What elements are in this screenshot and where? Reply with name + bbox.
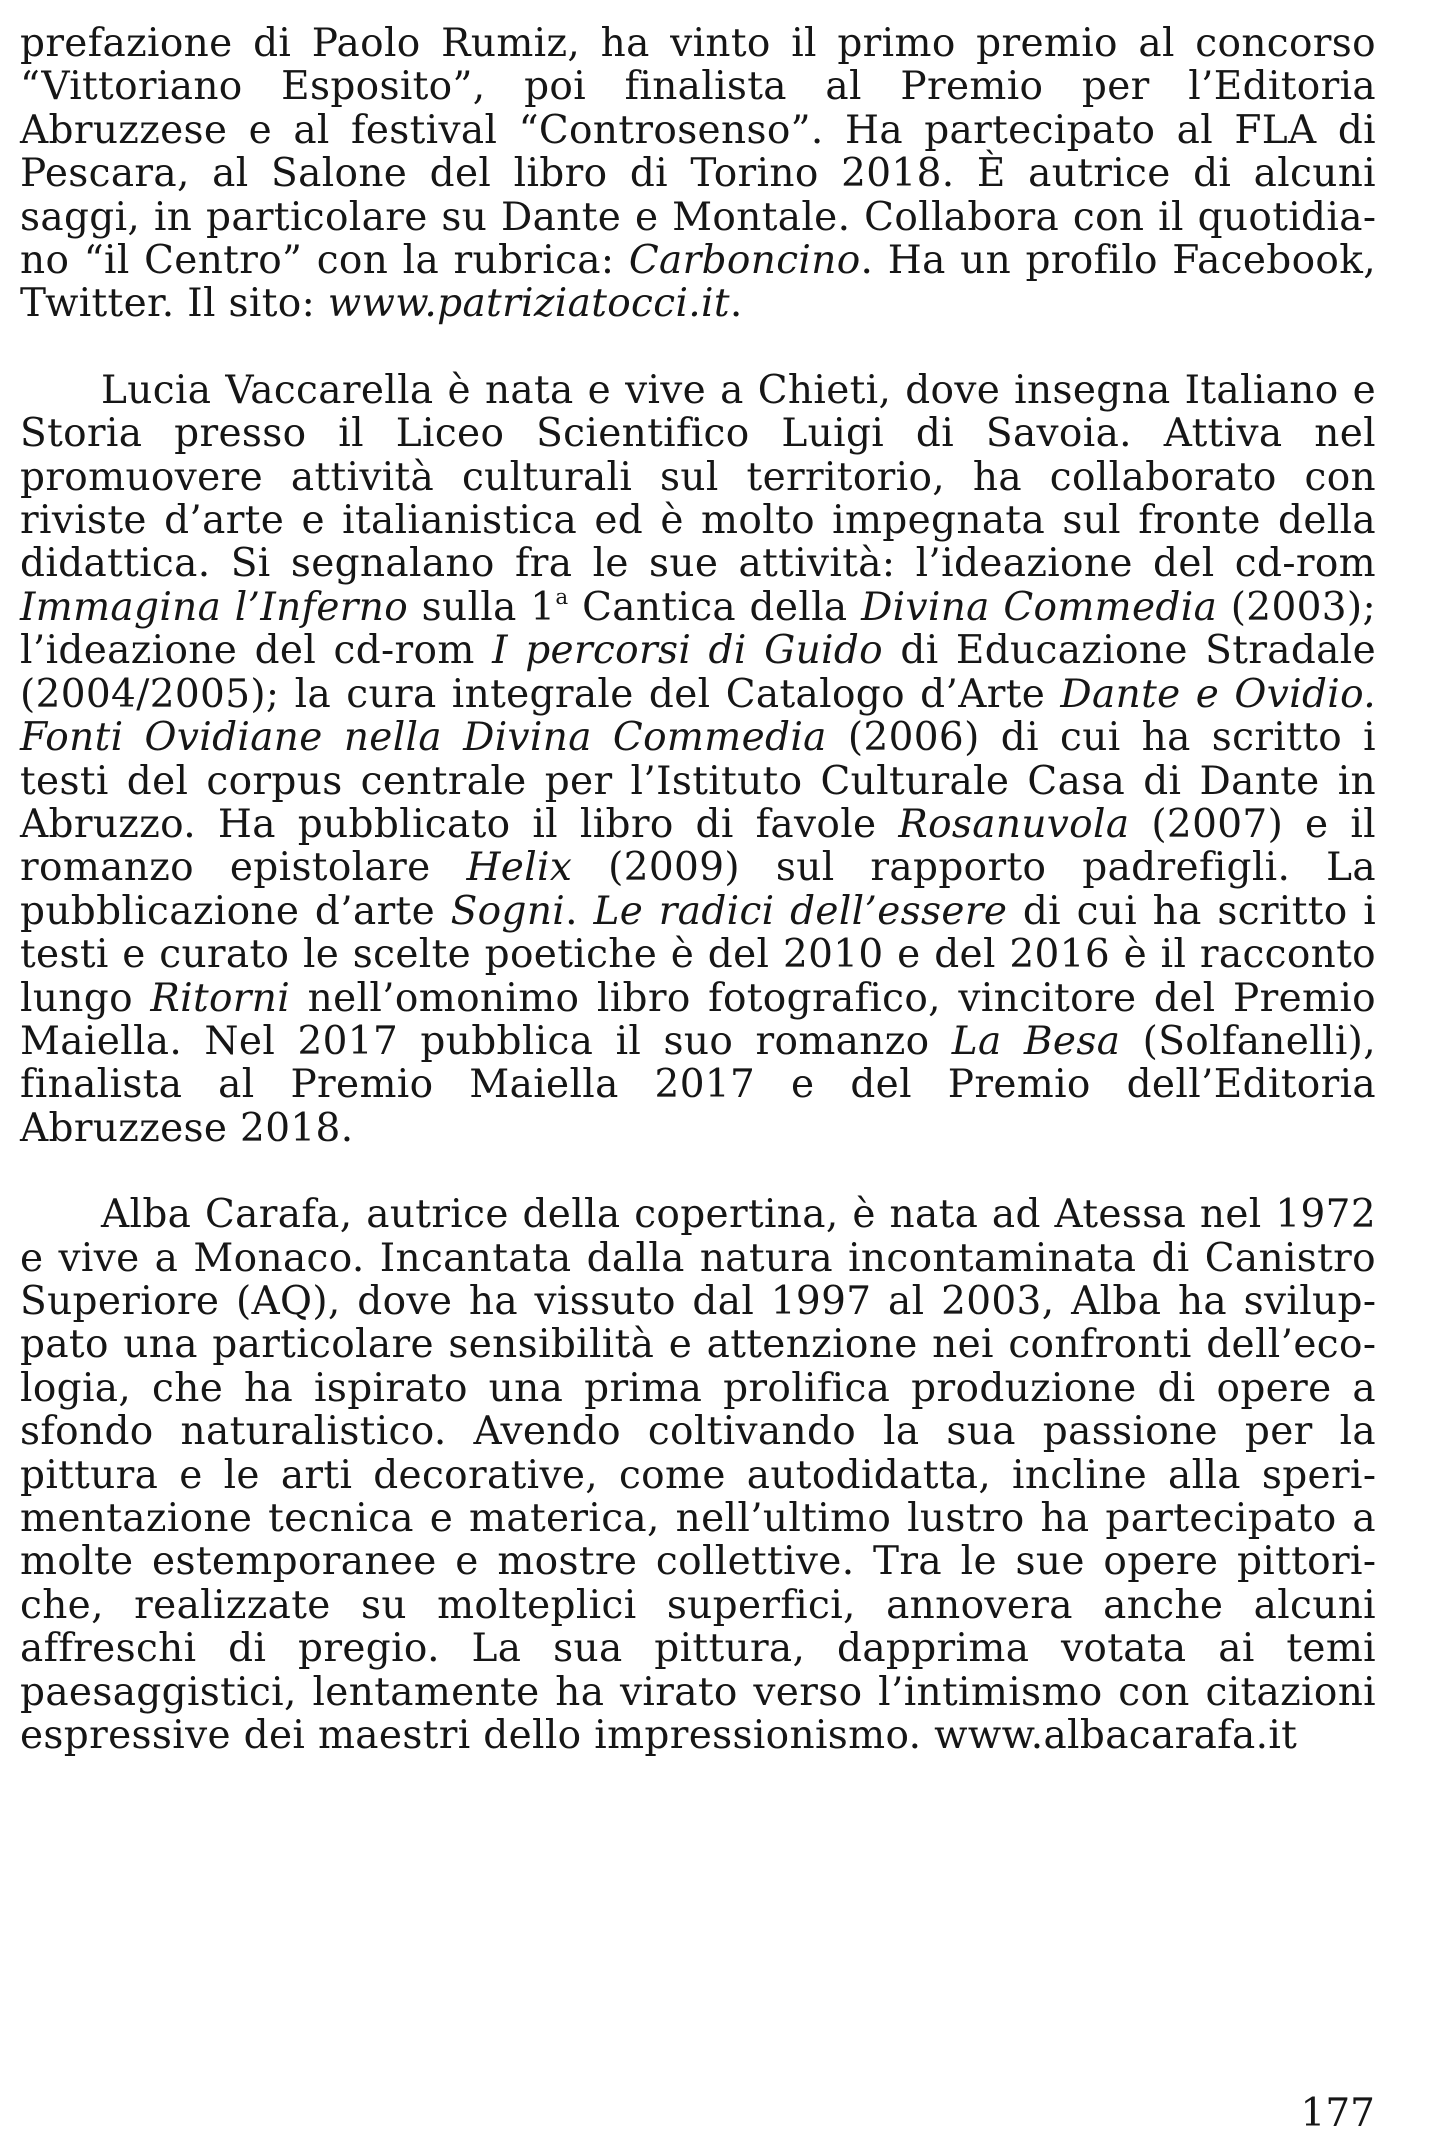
italic-title: Dante e Ovidio. Fonti Ovidiane nella Divina Commedia: [20, 671, 1376, 761]
italic-title: Immagina l’Inferno: [20, 584, 409, 630]
page-body: [20, 22, 1376, 1757]
italic-title: Divina Commedia: [861, 584, 1218, 630]
italic-title: www.patriziatocci.it: [327, 281, 730, 327]
text-run: (2009) sul rapporto padrefigli. La pubblicazione d’arte: [20, 845, 1376, 934]
italic-title: Carboncino: [628, 238, 861, 284]
text-run: (2003); l’ideazione del cd-rom: [20, 584, 1376, 674]
italic-title: La Besa: [951, 1018, 1121, 1064]
superscript: a: [555, 584, 569, 610]
paragraph-patrizia-tocci-continued: [20, 22, 1376, 326]
text-run: (Solfanelli), finalista al Premio Maiella 2017 e del Premio dell’Editoria Abruzzese 2018.: [20, 1018, 1376, 1151]
text-run: (2007) e il romanzo epistolare: [20, 801, 1377, 891]
text-run: .: [565, 888, 594, 934]
italic-title: Ritorni: [150, 975, 291, 1021]
text-run: .: [729, 281, 743, 327]
page-number: 177: [1300, 2091, 1375, 2136]
text-run: (2006) di cui ha scritto i testi del corpus centrale per l’Istituto Culturale Casa di Dante in Abruzzo. Ha pubblicato il libro di favole: [20, 715, 1376, 847]
italic-title: I percorsi di Guido: [492, 628, 884, 674]
text-run: sulla 1: [408, 584, 556, 630]
text-run: Alba Carafa, autrice della copertina, è nata ad Atessa nel 1972 e vive a Monaco. Incantata dalla natura incontaminata di Canistro Superiore (AQ), dove ha vissuto dal 1997 al 2003, Alba ha sviluppato una particolare sensibilità e attenzione nei confronti dell’ecologia, che ha ispirato una prima prolifica produzione di opere a sfondo naturalistico. Avendo coltivando la sua passione per la pittura e le arti decorative, come autodidatta, incline alla sperimentazione tecnica e materica, nell’ultimo lustro ha partecipato a molte estemporanee e mostre collettive. Tra le sue opere pittoriche, realizzate su molteplici superfici, annovera anche alcuni affreschi di pregio. La sua pittura, dapprima votata ai temi paesaggistici, lentamente ha virato verso l’intimismo con citazioni espressive dei maestri dello impressionismo. www.albacarafa.it: [20, 1192, 1376, 1759]
text-run: prefazione di Paolo Rumiz, ha vinto il primo premio al concorso “Vittoriano Esposito”, poi finalista al Premio per l’Editoria Abruzzese e al festival “Controsenso”. Ha partecipato al FLA di Pescara, al Salone del libro di Torino 2018. È autrice di alcuni saggi, in particolare su Dante e Montale. Collabora con il quotidiano “il Centro” con la rubrica:: [20, 21, 1376, 284]
text-run: Cantica della: [568, 584, 862, 630]
italic-title: Le radici dell’essere: [593, 888, 1008, 934]
italic-title: Rosanuvola: [898, 801, 1130, 847]
paragraph-alba-carafa: [20, 1193, 1376, 1757]
paragraph-lucia-vaccarella: [20, 369, 1376, 1150]
text-run: di cui ha scritto i testi e curato le scelte poetiche è del 2010 e del 2016 è il racconto lungo: [20, 888, 1377, 1021]
text-run: Lucia Vaccarella è nata e vive a Chieti, dove insegna Italiano e Storia presso il Liceo Scientifico Luigi di Savoia. Attiva nel promuovere attività culturali sul territorio, ha collaborato con riviste d’arte e italianistica ed è molto impegnata sul fronte della didattica. Si segnalano fra le sue attività: l’ideazione del cd-rom: [20, 367, 1376, 587]
text-run: nell’omonimo libro fotografico, vincitore del Premio Maiella. Nel 2017 pubblica il suo romanzo: [20, 975, 1376, 1064]
italic-title: Helix: [466, 845, 573, 891]
italic-title: Sogni: [450, 888, 566, 934]
text-run: di Educazione Stradale (2004/2005); la cura integrale del Catalogo d’Arte: [20, 628, 1376, 717]
text-run: . Ha un profilo Facebook, Twitter. Il sito:: [20, 238, 1376, 327]
